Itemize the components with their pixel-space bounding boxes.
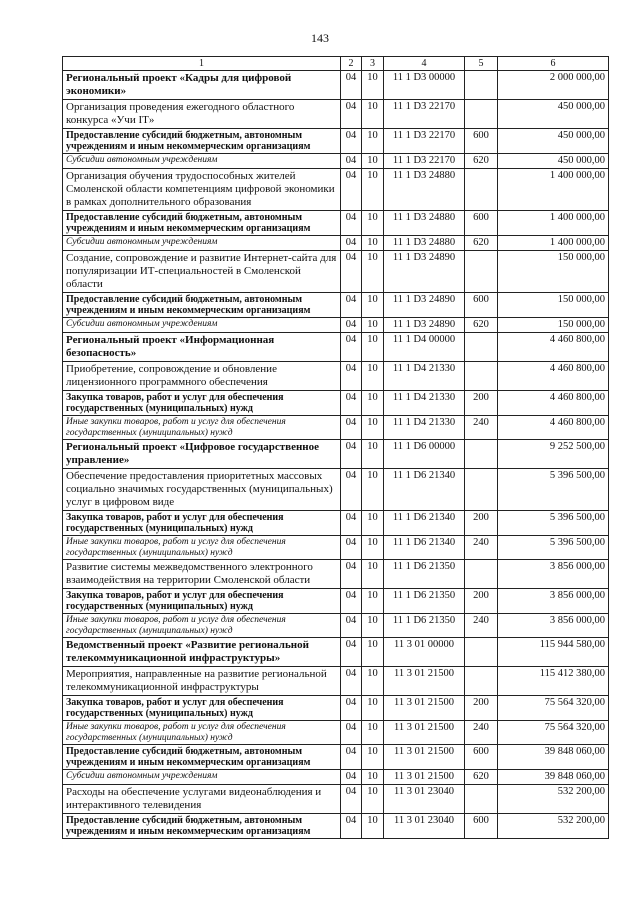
row-section-cell: 04 [341,440,362,469]
row-type-cell [465,251,498,293]
header-cell-2: 2 [341,57,362,71]
row-type-cell: 600 [465,129,498,154]
row-type-cell: 620 [465,318,498,333]
row-code-cell: 11 3 01 00000 [384,638,465,667]
row-type-cell: 200 [465,589,498,614]
row-code-cell: 11 1 D6 21340 [384,511,465,536]
row-type-cell [465,469,498,511]
row-name-cell: Иные закупки товаров, работ и услуг для обеспечения государственных (муниципальных) нужд [63,536,341,560]
row-code-cell: 11 1 D3 22170 [384,100,465,129]
row-amount-cell: 150 000,00 [498,318,609,333]
row-section-cell: 04 [341,318,362,333]
row-name-cell: Субсидии автономным учреждениям [63,318,341,333]
row-subsection-cell: 10 [362,293,384,318]
row-subsection-cell: 10 [362,745,384,770]
row-code-cell: 11 1 D6 00000 [384,440,465,469]
row-name-cell: Развитие системы межведомственного электронного взаимодействия на территории Смоленской области [63,560,341,589]
row-section-cell: 04 [341,100,362,129]
table-row [63,416,609,440]
row-name-cell: Предоставление субсидий бюджетным, автономным учреждениям и иным некоммерческим организациям [63,745,341,770]
row-name-cell: Закупка товаров, работ и услуг для обеспечения государственных (муниципальных) нужд [63,589,341,614]
row-section-cell: 04 [341,814,362,839]
row-subsection-cell: 10 [362,536,384,560]
row-amount-cell: 532 200,00 [498,814,609,839]
row-section-cell: 04 [341,536,362,560]
row-name-cell: Региональный проект «Кадры для цифровой экономики» [63,71,341,100]
row-name-cell: Создание, сопровождение и развитие Интернет-сайта для популяризации ИТ-специальностей в Смоленской области [63,251,341,293]
row-code-cell: 11 1 D3 22170 [384,154,465,169]
row-code-cell: 11 1 D6 21350 [384,614,465,638]
row-name-cell: Иные закупки товаров, работ и услуг для обеспечения государственных (муниципальных) нужд [63,416,341,440]
table-row [63,614,609,638]
row-type-cell [465,71,498,100]
row-amount-cell: 450 000,00 [498,129,609,154]
row-subsection-cell: 10 [362,154,384,169]
row-subsection-cell: 10 [362,211,384,236]
table-body [63,71,609,839]
row-name-cell: Субсидии автономным учреждениям [63,154,341,169]
table-row [63,745,609,770]
row-amount-cell: 75 564 320,00 [498,696,609,721]
table-row [63,236,609,251]
row-section-cell: 04 [341,154,362,169]
row-section-cell: 04 [341,721,362,745]
row-amount-cell: 4 460 800,00 [498,333,609,362]
table-row [63,129,609,154]
row-amount-cell: 3 856 000,00 [498,560,609,589]
row-section-cell: 04 [341,745,362,770]
row-subsection-cell: 10 [362,71,384,100]
row-amount-cell: 4 460 800,00 [498,416,609,440]
row-code-cell: 11 1 D3 00000 [384,71,465,100]
row-name-cell: Региональный проект «Информационная безопасность» [63,333,341,362]
row-code-cell: 11 1 D4 00000 [384,333,465,362]
row-amount-cell: 150 000,00 [498,251,609,293]
row-name-cell: Мероприятия, направленные на развитие региональной телекоммуникационной инфраструктуры [63,667,341,696]
row-code-cell: 11 3 01 23040 [384,785,465,814]
row-amount-cell: 1 400 000,00 [498,236,609,251]
row-section-cell: 04 [341,770,362,785]
row-section-cell: 04 [341,560,362,589]
row-section-cell: 04 [341,129,362,154]
row-type-cell: 200 [465,696,498,721]
row-code-cell: 11 1 D4 21330 [384,362,465,391]
budget-table [62,56,609,839]
row-section-cell: 04 [341,169,362,211]
header-cell-6: 6 [498,57,609,71]
row-code-cell: 11 1 D4 21330 [384,416,465,440]
row-code-cell: 11 1 D4 21330 [384,391,465,416]
row-name-cell: Расходы на обеспечение услугами видеонаблюдения и интерактивного телевидения [63,785,341,814]
row-code-cell: 11 1 D3 22170 [384,129,465,154]
row-subsection-cell: 10 [362,667,384,696]
row-code-cell: 11 3 01 21500 [384,667,465,696]
table-row [63,814,609,839]
row-section-cell: 04 [341,293,362,318]
row-name-cell: Предоставление субсидий бюджетным, автономным учреждениям и иным некоммерческим организациям [63,814,341,839]
row-name-cell: Закупка товаров, работ и услуг для обеспечения государственных (муниципальных) нужд [63,391,341,416]
table-header-row [63,57,609,71]
row-subsection-cell: 10 [362,469,384,511]
row-amount-cell: 1 400 000,00 [498,211,609,236]
row-code-cell: 11 3 01 21500 [384,770,465,785]
table-row [63,511,609,536]
row-amount-cell: 9 252 500,00 [498,440,609,469]
row-amount-cell: 450 000,00 [498,100,609,129]
row-amount-cell: 3 856 000,00 [498,589,609,614]
row-code-cell: 11 3 01 23040 [384,814,465,839]
row-amount-cell: 115 412 380,00 [498,667,609,696]
table-row [63,536,609,560]
table-row [63,362,609,391]
table-row [63,785,609,814]
row-subsection-cell: 10 [362,614,384,638]
row-amount-cell: 5 396 500,00 [498,511,609,536]
row-type-cell: 620 [465,154,498,169]
row-name-cell: Закупка товаров, работ и услуг для обеспечения государственных (муниципальных) нужд [63,696,341,721]
table-row [63,154,609,169]
row-subsection-cell: 10 [362,560,384,589]
row-type-cell [465,667,498,696]
row-type-cell: 600 [465,814,498,839]
row-code-cell: 11 1 D3 24880 [384,211,465,236]
row-subsection-cell: 10 [362,251,384,293]
row-type-cell: 600 [465,211,498,236]
row-section-cell: 04 [341,333,362,362]
row-code-cell: 11 1 D3 24880 [384,236,465,251]
row-name-cell: Закупка товаров, работ и услуг для обеспечения государственных (муниципальных) нужд [63,511,341,536]
row-subsection-cell: 10 [362,785,384,814]
row-amount-cell: 2 000 000,00 [498,71,609,100]
row-type-cell: 240 [465,721,498,745]
row-code-cell: 11 1 D3 24890 [384,293,465,318]
table-row [63,211,609,236]
row-section-cell: 04 [341,251,362,293]
row-type-cell [465,333,498,362]
row-code-cell: 11 1 D3 24880 [384,169,465,211]
table-row [63,589,609,614]
row-name-cell: Организация проведения ежегодного областного конкурса «Учи IT» [63,100,341,129]
row-subsection-cell: 10 [362,589,384,614]
header-cell-5: 5 [465,57,498,71]
row-name-cell: Субсидии автономным учреждениям [63,236,341,251]
row-type-cell: 200 [465,391,498,416]
table-row [63,696,609,721]
row-section-cell: 04 [341,785,362,814]
page-number: 143 [311,31,329,45]
row-name-cell: Иные закупки товаров, работ и услуг для обеспечения государственных (муниципальных) нужд [63,614,341,638]
row-subsection-cell: 10 [362,696,384,721]
row-section-cell: 04 [341,696,362,721]
header-cell-4: 4 [384,57,465,71]
row-section-cell: 04 [341,71,362,100]
row-name-cell: Субсидии автономным учреждениям [63,770,341,785]
row-section-cell: 04 [341,511,362,536]
row-subsection-cell: 10 [362,362,384,391]
row-name-cell: Предоставление субсидий бюджетным, автономным учреждениям и иным некоммерческим организациям [63,129,341,154]
row-type-cell [465,362,498,391]
table-row [63,638,609,667]
row-type-cell: 600 [465,745,498,770]
row-amount-cell: 3 856 000,00 [498,614,609,638]
row-section-cell: 04 [341,391,362,416]
row-section-cell: 04 [341,416,362,440]
row-subsection-cell: 10 [362,416,384,440]
table-row [63,318,609,333]
row-type-cell [465,440,498,469]
row-subsection-cell: 10 [362,169,384,211]
row-type-cell: 200 [465,511,498,536]
row-subsection-cell: 10 [362,236,384,251]
row-code-cell: 11 1 D6 21340 [384,469,465,511]
row-type-cell [465,785,498,814]
row-name-cell: Организация обучения трудоспособных жителей Смоленской области компетенциям цифровой экономики в рамках дополнительного образования [63,169,341,211]
row-name-cell: Иные закупки товаров, работ и услуг для обеспечения государственных (муниципальных) нужд [63,721,341,745]
row-name-cell: Приобретение, сопровождение и обновление лицензионного программного обеспечения [63,362,341,391]
table-row [63,169,609,211]
header-cell-3: 3 [362,57,384,71]
row-code-cell: 11 3 01 21500 [384,745,465,770]
table-row [63,71,609,100]
row-subsection-cell: 10 [362,721,384,745]
row-subsection-cell: 10 [362,440,384,469]
row-code-cell: 11 1 D6 21340 [384,536,465,560]
row-name-cell: Предоставление субсидий бюджетным, автономным учреждениям и иным некоммерческим организациям [63,211,341,236]
row-name-cell: Ведомственный проект «Развитие региональной телекоммуникационной инфраструктуры» [63,638,341,667]
row-type-cell [465,100,498,129]
table-row [63,440,609,469]
table-row [63,667,609,696]
row-type-cell: 240 [465,614,498,638]
row-amount-cell: 75 564 320,00 [498,721,609,745]
row-amount-cell: 5 396 500,00 [498,469,609,511]
row-code-cell: 11 1 D3 24890 [384,251,465,293]
table-row [63,100,609,129]
row-subsection-cell: 10 [362,770,384,785]
row-amount-cell: 150 000,00 [498,293,609,318]
row-section-cell: 04 [341,614,362,638]
row-type-cell: 240 [465,416,498,440]
row-code-cell: 11 3 01 21500 [384,721,465,745]
row-type-cell: 620 [465,236,498,251]
row-name-cell: Предоставление субсидий бюджетным, автономным учреждениям и иным некоммерческим организациям [63,293,341,318]
table-row [63,770,609,785]
table-row [63,391,609,416]
row-amount-cell: 39 848 060,00 [498,770,609,785]
row-type-cell: 620 [465,770,498,785]
row-code-cell: 11 1 D6 21350 [384,560,465,589]
row-section-cell: 04 [341,667,362,696]
row-amount-cell: 532 200,00 [498,785,609,814]
row-code-cell: 11 1 D3 24890 [384,318,465,333]
table-row [63,293,609,318]
row-name-cell: Региональный проект «Цифровое государственное управление» [63,440,341,469]
table-row [63,333,609,362]
row-subsection-cell: 10 [362,814,384,839]
row-subsection-cell: 10 [362,511,384,536]
row-subsection-cell: 10 [362,318,384,333]
row-subsection-cell: 10 [362,100,384,129]
row-type-cell: 240 [465,536,498,560]
row-amount-cell: 450 000,00 [498,154,609,169]
row-amount-cell: 5 396 500,00 [498,536,609,560]
row-section-cell: 04 [341,589,362,614]
row-type-cell: 600 [465,293,498,318]
row-code-cell: 11 3 01 21500 [384,696,465,721]
row-code-cell: 11 1 D6 21350 [384,589,465,614]
row-subsection-cell: 10 [362,391,384,416]
row-amount-cell: 4 460 800,00 [498,391,609,416]
row-section-cell: 04 [341,362,362,391]
row-name-cell: Обеспечение предоставления приоритетных массовых социально значимых государственных (муниципальных) услуг в цифровом виде [63,469,341,511]
table-row [63,721,609,745]
table-row [63,560,609,589]
row-subsection-cell: 10 [362,638,384,667]
row-amount-cell: 39 848 060,00 [498,745,609,770]
row-type-cell [465,169,498,211]
row-section-cell: 04 [341,638,362,667]
row-type-cell [465,638,498,667]
table-row [63,469,609,511]
row-amount-cell: 115 944 580,00 [498,638,609,667]
row-amount-cell: 1 400 000,00 [498,169,609,211]
header-cell-1: 1 [63,57,341,71]
table-row [63,251,609,293]
row-section-cell: 04 [341,469,362,511]
row-section-cell: 04 [341,211,362,236]
row-type-cell [465,560,498,589]
row-subsection-cell: 10 [362,129,384,154]
row-section-cell: 04 [341,236,362,251]
row-amount-cell: 4 460 800,00 [498,362,609,391]
row-subsection-cell: 10 [362,333,384,362]
